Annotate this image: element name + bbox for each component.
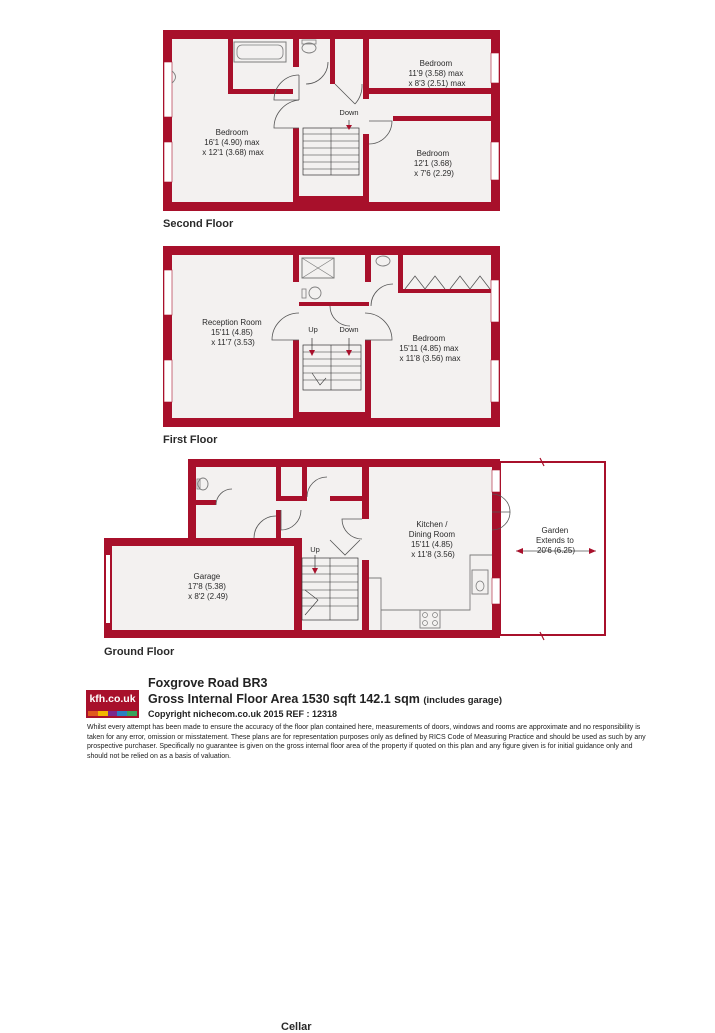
- kfh-logo: [86, 690, 139, 718]
- garage-label: Garage 17'8 (5.38) x 8'2 (2.49): [187, 572, 228, 601]
- logo-text: kfh.co.uk: [89, 693, 136, 705]
- property-address: Foxgrove Road BR3: [148, 676, 268, 690]
- first-floor-label: First Floor: [163, 434, 218, 446]
- disclaimer-text: Whilst every attempt has been made to ensure the accuracy of the floor plan contained here, measurements of doors, windows and rooms are approximate and no responsibility is taken for any error, omission or misstatement. These plans are for representation purposes only as defined by RICS Code of Measuring Practice and should be used as such by any prospective purchaser. Specifically no guarantee is given on the gross internal floor area of the property if quoted on this plan and any figure given is for initial guidance only and should not be relied on as a basis of valuation.: [87, 724, 646, 760]
- logo-color-segment: [117, 711, 127, 716]
- logo-color-segment: [127, 711, 137, 716]
- floor-area-note: (includes garage): [423, 695, 503, 706]
- logo-color-segment: [98, 711, 108, 716]
- copyright-text: Copyright nichecom.co.uk 2015 REF : 12318: [148, 709, 338, 719]
- second-stairs-down-label: Down: [339, 108, 359, 117]
- floor-area-text: Gross Internal Floor Area 1530 sqft 142.1 sqm: [148, 692, 420, 706]
- ground-floor-plan: [104, 458, 605, 640]
- first-bedroom-label: Bedroom 15'11 (4.85) max x 11'8 (3.56) max: [399, 334, 461, 363]
- second-floor-plan: [163, 30, 500, 211]
- logo-color-segment: [88, 711, 98, 716]
- first-floor-plan: [163, 246, 500, 427]
- cellar-label: Cellar: [281, 1021, 312, 1033]
- logo-color-bar: [88, 711, 137, 716]
- logo-color-segment: [108, 711, 118, 716]
- kitchen-dining-label: Kitchen / Dining Room 15'11 (4.85) x 11'8 (3.56): [408, 520, 456, 559]
- floor-area: [148, 692, 502, 706]
- second-floor-label: Second Floor: [163, 218, 234, 230]
- first-stairs-down-label: Down: [339, 325, 359, 334]
- second-bedroom-1-label: Bedroom 16'1 (4.90) max x 12'1 (3.68) max: [202, 128, 264, 157]
- ground-stairs-up-label: Up: [310, 545, 320, 554]
- ground-floor-label: Ground Floor: [104, 646, 175, 658]
- property-info: [148, 676, 502, 719]
- first-reception-label: Reception Room 15'11 (4.85) x 11'7 (3.53): [202, 318, 262, 347]
- second-bedroom-3-label: Bedroom 12'1 (3.68) x 7'6 (2.29): [413, 149, 454, 178]
- garden-label: Garden Extends to 20'6 (6.25): [535, 526, 575, 555]
- second-bedroom-2-label: Bedroom 11'9 (3.58) max x 8'3 (2.51) max: [408, 59, 466, 88]
- first-stairs-up-label: Up: [308, 325, 318, 334]
